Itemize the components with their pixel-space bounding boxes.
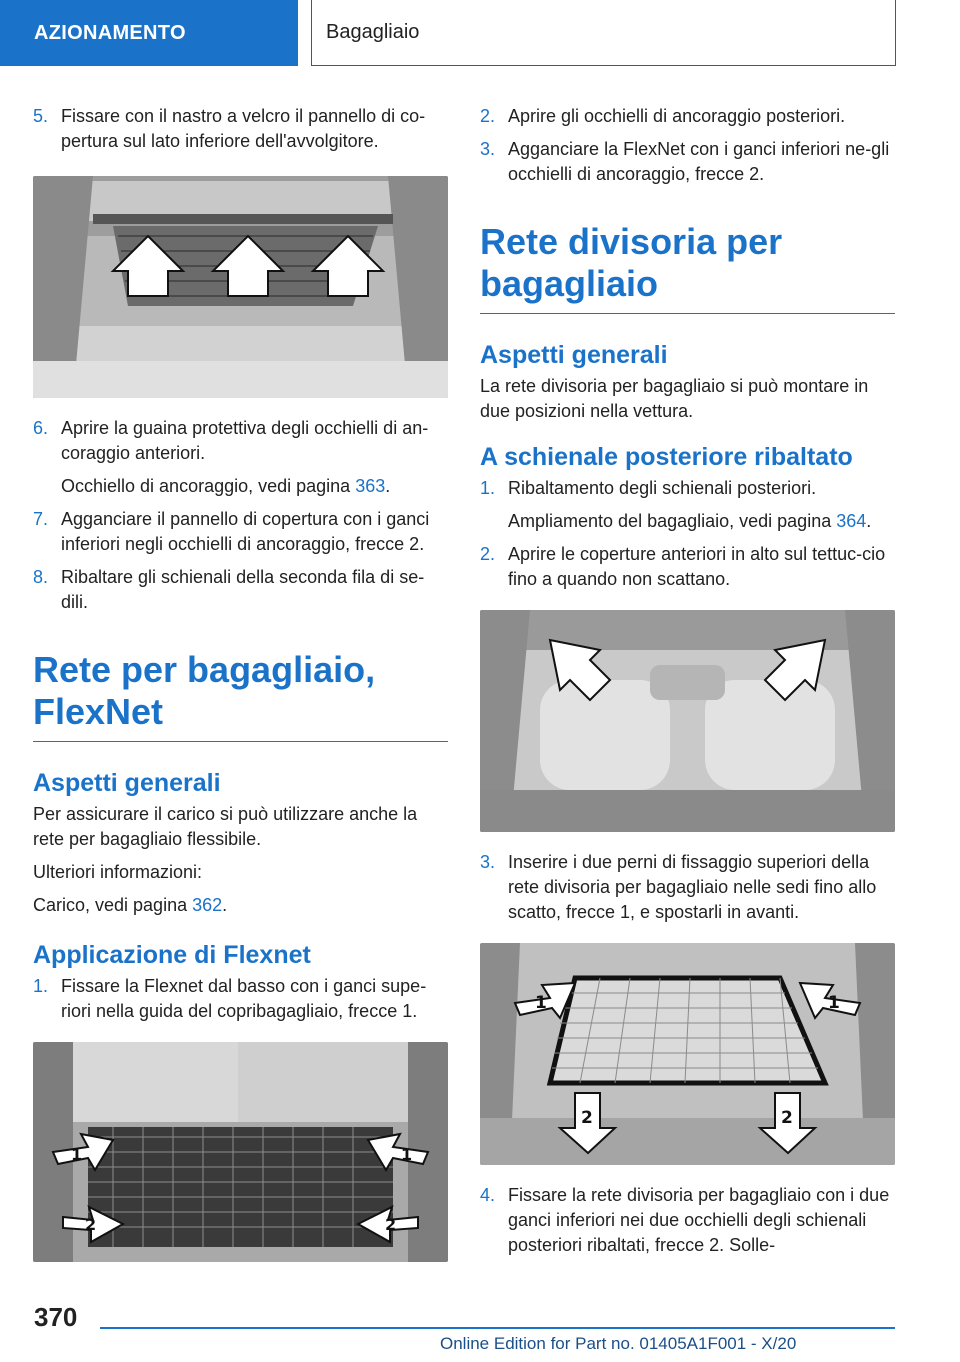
r-step-2: 2. Aprire gli occhielli di ancoraggio posteriori. [480, 106, 846, 126]
page-link-362[interactable]: 362 [192, 895, 223, 915]
right-column [480, 104, 895, 1266]
divider-arrow-label-2-right: 2 [781, 1108, 793, 1128]
s-step-4: 4. Fissare la rete divisoria per bagagliaio con i due ganci inferiori nei due occhielli degli schienali posteriori ribaltati, frecce 2. Solle- [480, 1185, 890, 1255]
app-step-1: 1. Fissare la Flexnet dal basso con i ganci supe-riori nella guida del copribagagliaio, frecce 1. [33, 976, 427, 1021]
step-7: 7. Agganciare il pannello di copertura con i ganci inferiori negli occhielli di ancoraggio, frecce 2. [33, 509, 430, 554]
r-aspetti-body: La rete divisoria per bagagliaio si può montare in due posizioni nella vettura. [480, 376, 869, 421]
arrow-label-2-left: 2 [85, 1215, 97, 1234]
arrow-label-1-right: 1 [401, 1145, 413, 1164]
chapter-title: Bagagliaio [311, 0, 896, 66]
subsection-schienale-ribaltato: A schienale posteriore ribaltato [480, 443, 853, 471]
s-step-1: 1. Ribaltamento degli schienali posteriori. [480, 478, 817, 498]
aspetti-body: Per assicurare il carico si può utilizzare anche la rete per bagagliaio flessibile. [33, 804, 418, 849]
s-step-1-reference: Ampliamento del bagagliaio, vedi pagina 364. [508, 511, 872, 531]
divider-arrow-label-1-left: 1 [535, 993, 547, 1013]
subsection-applicazione: Applicazione di Flexnet [33, 941, 311, 969]
arrow-label-2-right: 2 [385, 1215, 397, 1234]
edition-text: Online Edition for Part no. 01405A1F001 - X/20 [440, 1334, 797, 1353]
s-step-3: 3. Inserire i due perni di fissaggio superiori della rete divisoria per bagagliaio nelle sedi fino allo scatto, frecce 1, e spostarli in avanti. [480, 852, 877, 922]
r-subsection-aspetti-generali: Aspetti generali [480, 341, 668, 369]
page-link-363[interactable]: 363 [355, 476, 386, 496]
r-step-3: 3. Agganciare la FlexNet con i ganci inferiori ne-gli occhielli di ancoraggio, frecce 2. [480, 139, 890, 184]
photo-cargo-cover [33, 176, 448, 398]
photo-divider-net [480, 943, 895, 1165]
left-column [33, 104, 448, 1280]
step-6-reference: Occhiello di ancoraggio, vedi pagina 363. [61, 476, 391, 496]
page-link-364[interactable]: 364 [836, 511, 867, 531]
arrow-label-1-left: 1 [71, 1145, 83, 1164]
carico-reference: Carico, vedi pagina 362. [33, 895, 228, 915]
step-6: 6. Aprire la guaina protettiva degli occhielli di an-coraggio anteriori. [33, 418, 429, 463]
divider-arrow-label-2-left: 2 [581, 1108, 593, 1128]
photo-roof-covers [480, 610, 895, 832]
section-tab: AZIONAMENTO [0, 0, 298, 66]
more-info-label: Ulteriori informazioni: [33, 862, 203, 882]
step-8: 8. Ribaltare gli schienali della seconda fila di se-dili. [33, 567, 425, 612]
section-title-flexnet: Rete per bagagliaio, FlexNet [33, 649, 448, 742]
subsection-aspetti-generali: Aspetti generali [33, 769, 221, 797]
section-title-rete-divisoria: Rete divisoria per bagagliaio [480, 221, 895, 314]
step-5: 5. Fissare con il nastro a velcro il pannello di co-pertura sul lato inferiore dell'avvolgitore. [33, 106, 426, 151]
page-number: 370 [34, 1302, 78, 1332]
footer-divider [100, 1327, 895, 1329]
divider-arrow-label-1-right: 1 [828, 993, 840, 1013]
s-step-2: 2. Aprire le coperture anteriori in alto sul tettuc-cio fino a quando non scattano. [480, 544, 886, 589]
photo-flexnet-install [33, 1042, 448, 1262]
